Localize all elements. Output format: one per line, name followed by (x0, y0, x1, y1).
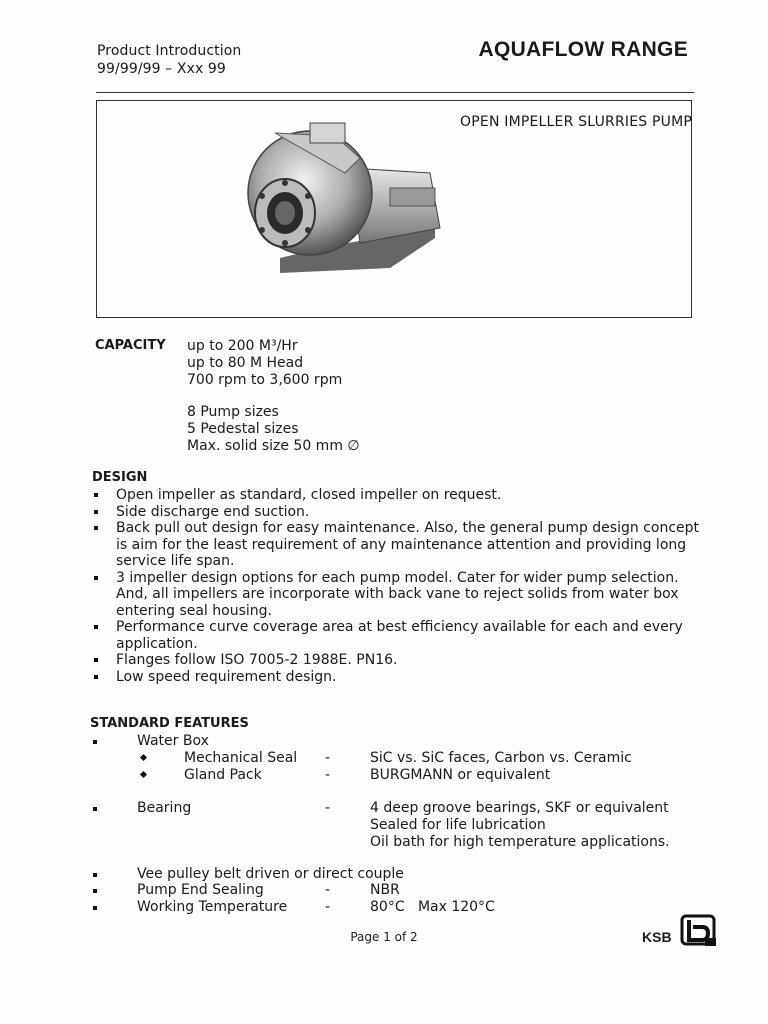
bullet-icon (94, 625, 98, 629)
design-list (92, 487, 702, 685)
pump-end-sealing-value: NBR (370, 882, 400, 898)
design-label: DESIGN (92, 470, 148, 485)
bearing-label: Bearing (137, 800, 192, 816)
bullet-icon (94, 658, 98, 662)
working-temperature-value: 80°C Max 120°C (370, 899, 495, 915)
diamond-bullet-icon (140, 771, 147, 778)
pump-photo (240, 118, 445, 293)
bullet-icon (94, 510, 98, 514)
capacity-speed: 700 rpm to 3,600 rpm (187, 372, 343, 388)
bearing-dash: - (325, 800, 331, 816)
page-number: Page 1 of 2 (350, 930, 418, 944)
document-reference: 99/99/99 – Xxx 99 (97, 61, 226, 77)
working-temperature-label: Working Temperature (137, 899, 288, 915)
pedestal-sizes: 5 Pedestal sizes (187, 421, 299, 437)
list-item: Back pull out design for easy maintenance. Also, the general pump design concept is aim for the least requirement of any maintenance attention and providing long service life span. (92, 520, 702, 570)
ksb-logo (642, 912, 738, 948)
document-type: Product Introduction (97, 43, 242, 59)
capacity-values (187, 338, 360, 455)
capacity-head: up to 80 M Head (187, 355, 304, 371)
mechanical-seal-label: Mechanical Seal (184, 750, 298, 766)
bearing-value-2: Sealed for life lubrication (370, 817, 546, 833)
bearing-value-1: 4 deep groove bearings, SKF or equivalent (370, 800, 669, 816)
bearing-value-3: Oil bath for high temperature applications. (370, 834, 670, 850)
diamond-bullet-icon (140, 754, 147, 761)
gland-pack-label: Gland Pack (184, 767, 262, 783)
bullet-icon (94, 493, 98, 497)
mechanical-seal-dash: - (325, 750, 331, 766)
pump-sizes: 8 Pump sizes (187, 404, 279, 420)
bullet-icon (94, 526, 98, 530)
capacity-label: CAPACITY (95, 338, 166, 353)
bullet-icon (93, 740, 97, 744)
working-temperature-dash: - (325, 899, 331, 915)
list-item: Flanges follow ISO 7005-2 1988E. PN16. (92, 652, 702, 669)
bullet-icon (93, 807, 97, 811)
capacity-flow: up to 200 M³/Hr (187, 338, 298, 354)
list-item: Low speed requirement design. (92, 669, 702, 686)
ksb-mark-icon (680, 912, 718, 948)
standard-features-label: STANDARD FEATURES (90, 716, 249, 731)
bullet-icon (93, 889, 97, 893)
logo-text: KSB (642, 929, 672, 945)
drive-type: Vee pulley belt driven or direct couple (137, 866, 404, 882)
document-info (97, 42, 241, 78)
list-item: Side discharge end suction. (92, 504, 702, 521)
pump-end-sealing-label: Pump End Sealing (137, 882, 264, 898)
bullet-icon (93, 873, 97, 877)
list-item: Performance curve coverage area at best efficiency available for each and every application. (92, 619, 702, 652)
water-box-label: Water Box (137, 733, 209, 749)
bullet-icon (94, 576, 98, 580)
list-item: Open impeller as standard, closed impeller on request. (92, 487, 702, 504)
gland-pack-value: BURGMANN or equivalent (370, 767, 551, 783)
gland-pack-dash: - (325, 767, 331, 783)
product-title: OPEN IMPELLER SLURRIES PUMP (460, 114, 692, 130)
bullet-icon (94, 675, 98, 679)
bullet-icon (93, 906, 97, 910)
header-divider (96, 92, 694, 93)
list-item: 3 impeller design options for each pump model. Cater for wider pump selection. And, all impellers are incorporate with back vane to reject solids from water box entering seal housing. (92, 570, 702, 620)
mechanical-seal-value: SiC vs. SiC faces, Carbon vs. Ceramic (370, 750, 632, 766)
range-title: AQUAFLOW RANGE (478, 38, 688, 61)
pump-end-sealing-dash: - (325, 882, 331, 898)
max-solid-size: Max. solid size 50 mm ∅ (187, 438, 360, 454)
